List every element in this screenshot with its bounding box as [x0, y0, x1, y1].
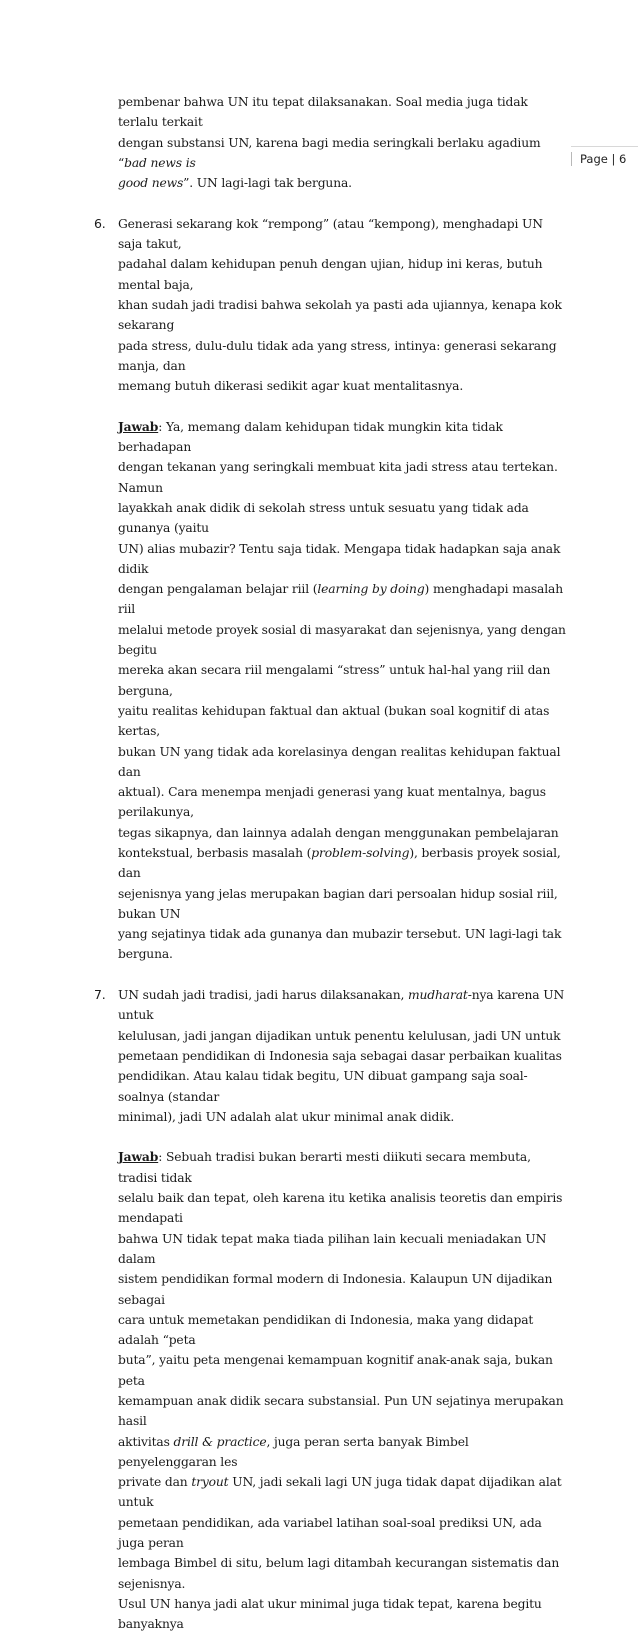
text-line — [118, 579, 566, 620]
text-span: pembenar bahwa UN itu tepat dilaksanakan. Soal media juga tidak terlalu terkait — [118, 95, 528, 130]
italic-term: tryout — [191, 1475, 229, 1490]
text-line: mereka akan secara riil mengalami “stress” untuk hal-hal yang riil dan berguna, — [118, 663, 551, 698]
text-span: dengan substansi UN, karena bagi media seringkali berlaku agadium “ — [118, 135, 541, 170]
italic-term: problem-solving — [311, 845, 410, 860]
text-line — [118, 417, 566, 458]
text-line: pada stress, dulu-dulu tidak ada yang stress, intinya: generasi sekarang manja, dan — [118, 338, 557, 373]
text-line: yaitu realitas kehidupan faktual dan aktual (bukan soal kognitif di atas kertas, — [118, 703, 550, 739]
text-line — [118, 1432, 566, 1473]
item-7-answer — [94, 1147, 566, 1634]
text-line: dengan tekanan yang seringkali membuat kita jadi stress atau tertekan. Namun — [118, 460, 558, 495]
text-line: lembaga Bimbel di situ, belum lagi ditambah kecurangan sistematis dan sejenisnya. — [118, 1556, 560, 1591]
body-text — [94, 92, 566, 1635]
text-span: ) menghadapi masalah riil — [118, 582, 563, 617]
text-span: -nya karena UN untuk — [118, 988, 565, 1023]
italic-term: learning by doing — [317, 582, 425, 597]
text-line: selalu baik dan tepat, oleh karena itu ketika analisis teoretis dan empiris mendapati — [118, 1191, 563, 1226]
text-line: kemampuan anak didik secara substansial. Pun UN sejatinya merupakan hasil — [118, 1394, 564, 1429]
text-line: padahal dalam kehidupan penuh dengan ujian, hidup ini keras, butuh mental baja, — [118, 257, 543, 292]
text-span: : Ya, memang dalam kehidupan tidak mungkin kita tidak berhadapan — [118, 419, 503, 455]
item-6-question — [94, 214, 566, 397]
text-line: UN) alias mubazir? Tentu saja tidak. Mengapa tidak hadapkan saja anak didik — [118, 541, 561, 576]
text-span: ”. UN lagi-lagi tak berguna. — [183, 176, 352, 191]
intro-paragraph — [94, 92, 566, 193]
text-line: memang butuh dikerasi sedikit agar kuat mentalitasnya. — [118, 379, 464, 394]
text-line — [118, 985, 566, 1026]
text-span: kontekstual, berbasis masalah ( — [118, 845, 312, 860]
page-number-rule — [571, 146, 638, 147]
text-span: private dan — [118, 1475, 192, 1490]
text-span: dengan pengalaman belajar riil ( — [118, 582, 318, 597]
text-span: UN, jadi sekali lagi UN juga tidak dapat dijadikan alat untuk — [118, 1475, 562, 1510]
text-line: khan sudah jadi tradisi bahwa sekolah ya pasti ada ujiannya, kenapa kok sekarang — [118, 297, 562, 333]
text-line: bahwa UN tidak tepat maka tiada pilihan lain kecuali meniadakan UN dalam — [118, 1231, 547, 1266]
text-span: aktivitas — [118, 1434, 174, 1449]
answer-label: Jawab — [118, 418, 159, 434]
item-6-answer — [94, 417, 566, 965]
italic-term: drill & practice — [173, 1434, 267, 1449]
text-span: : Sebuah tradisi bukan berarti mesti diikuti secara membuta, tradisi tidak — [118, 1150, 531, 1185]
text-line: layakkah anak didik di sekolah stress untuk sesuatu yang tidak ada gunanya (yaitu — [118, 500, 529, 536]
answer-label: Jawab — [118, 1149, 159, 1165]
text-line: pemetaan pendidikan di Indonesia saja sebagai dasar perbaikan kualitas — [118, 1048, 562, 1063]
text-line: minimal), jadi UN adalah alat ukur minimal anak didik. — [118, 1109, 455, 1124]
item-7-question — [94, 985, 566, 1127]
list-number: 7. — [94, 987, 106, 1003]
list-number: 6. — [94, 215, 106, 231]
text-line: cara untuk memetakan pendidikan di Indonesia, maka yang didapat adalah “peta — [118, 1312, 534, 1348]
text-line: Generasi sekarang kok “rempong” (atau “kempong), menghadapi UN saja takut, — [118, 216, 543, 252]
text-line — [118, 173, 566, 193]
italic-term: mudharat — [408, 988, 468, 1003]
text-line: sistem pendidikan formal modern di Indonesia. Kalaupun UN dijadikan sebagai — [118, 1272, 553, 1307]
italic-term: bad news is — [124, 155, 196, 170]
text-span: , juga peran serta banyak Bimbel penyelenggaran les — [118, 1434, 469, 1469]
text-line: yang sejatinya tidak ada gunanya dan mubazir tersebut. UN lagi-lagi tak berguna. — [118, 927, 562, 962]
text-line — [118, 92, 566, 133]
text-line: aktual). Cara menempa menjadi generasi yang kuat mentalnya, bagus perilakunya, — [118, 785, 546, 820]
page-number: Page | 6 — [571, 152, 626, 166]
text-line — [118, 1472, 566, 1513]
text-span: ), berbasis proyek sosial, dan — [118, 845, 561, 881]
text-line: Usul UN hanya jadi alat ukur minimal juga tidak tepat, karena begitu banyaknya — [118, 1596, 542, 1632]
text-line: tegas sikapnya, dan lainnya adalah dengan menggunakan pembelajaran — [118, 825, 559, 840]
text-line: pendidikan. Atau kalau tidak begitu, UN dibuat gampang saja soal-soalnya (standar — [118, 1069, 528, 1104]
text-line — [118, 1147, 566, 1188]
text-span: UN sudah jadi tradisi, jadi harus dilaksanakan, — [118, 988, 409, 1003]
italic-term: good news — [118, 176, 184, 191]
text-line: pemetaan pendidikan, ada variabel latihan soal-soal prediksi UN, ada juga peran — [118, 1515, 542, 1551]
text-line: kelulusan, jadi jangan dijadikan untuk penentu kelulusan, jadi UN untuk — [118, 1028, 561, 1043]
text-line — [118, 133, 566, 174]
text-line: buta”, yaitu peta mengenai kemampuan kognitif anak-anak saja, bukan peta — [118, 1353, 553, 1388]
text-line — [118, 843, 566, 884]
text-line: bukan UN yang tidak ada korelasinya dengan realitas kehidupan faktual dan — [118, 744, 561, 779]
text-line: sejenisnya yang jelas merupakan bagian dari persoalan hidup sosial riil, bukan UN — [118, 886, 558, 921]
text-line: melalui metode proyek sosial di masyarakat dan sejenisnya, yang dengan begitu — [118, 622, 566, 658]
